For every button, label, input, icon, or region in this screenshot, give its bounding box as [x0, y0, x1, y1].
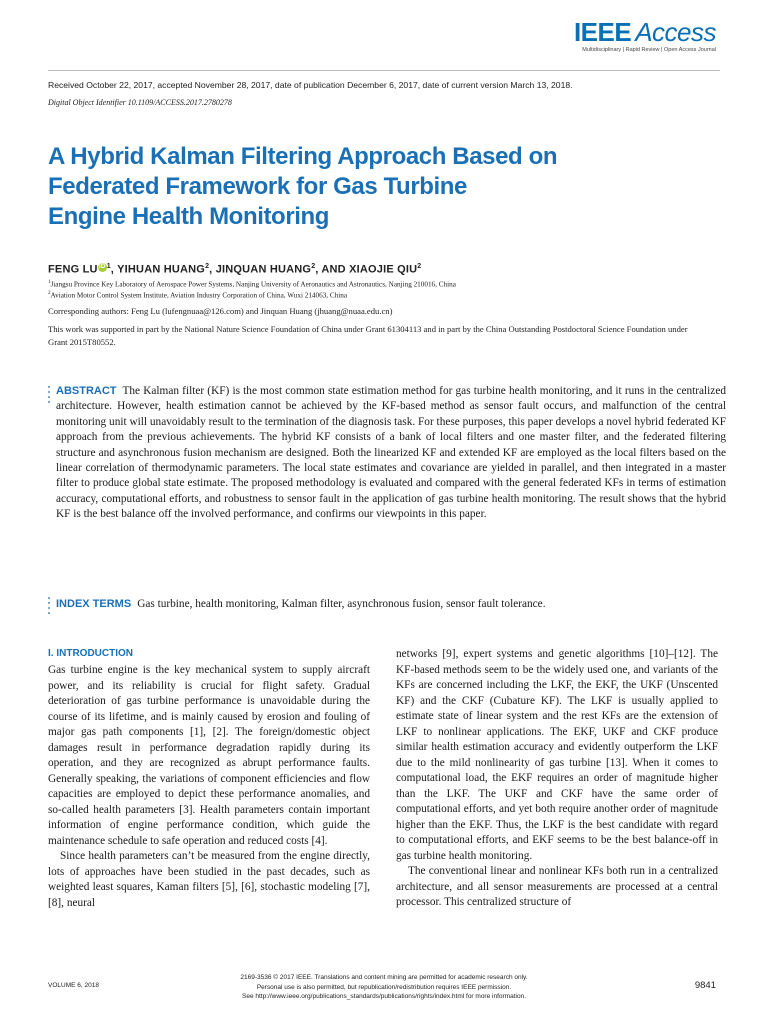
author-affiliation-mark: 2: [205, 263, 210, 270]
affiliation-text: Aviation Motor Control System Institute, Aviation Industry Corporation of China, Wuxi 214063, China: [50, 291, 348, 300]
ieee-access-logo: [574, 18, 716, 53]
funding-note: This work was supported in part by the National Nature Science Foundation of China under Grant 61304113 and in part by the China Outstanding Postdoctoral Science Foundation under Grant 2015T80552.: [48, 324, 688, 347]
author-separator: ,: [110, 263, 118, 276]
index-terms-label: INDEX TERMS: [56, 598, 132, 610]
author-affiliation-mark: 1: [106, 263, 111, 270]
affiliation-text: Jiangsu Province Key Laboratory of Aerospace Power Systems, Nanjing University of Aeronautics and Astronautics, Nanjing 210016, China: [50, 280, 456, 289]
affiliation-1: [48, 280, 456, 288]
title-line: A Hybrid Kalman Filtering Approach Based on: [48, 143, 558, 170]
received-dates: Received October 22, 2017, accepted November 28, 2017, date of publication December 6, 2017, date of current version March 13, 2018.: [48, 80, 573, 90]
affiliation-number: 2: [48, 291, 51, 296]
page-number: 9841: [694, 980, 716, 991]
footer-copyright: [180, 973, 588, 1002]
logo-wordmark: [574, 18, 716, 46]
title-line: Engine Health Monitoring: [48, 203, 330, 230]
logo-access-text: Access: [635, 17, 716, 47]
logo-tagline: Multidisciplinary | Rapid Review | Open Access Journal: [582, 47, 716, 53]
body-column-right: [396, 647, 718, 911]
author-list: [48, 263, 421, 276]
paragraph: The conventional linear and nonlinear KFs both run in a centralized architecture, and all sensor measurements are processed at a central processor. This centralized structure of: [396, 865, 718, 908]
author-name[interactable]: FENG LU: [48, 263, 98, 276]
footer-line: 2169-3536 © 2017 IEEE. Translations and content mining are permitted for academic research only.: [240, 974, 528, 981]
header-rule: [48, 70, 720, 71]
section-heading: I. INTRODUCTION: [48, 648, 133, 659]
affiliation-number: 1: [48, 280, 51, 285]
paragraph: Gas turbine engine is the key mechanical system to supply aircraft power, and its reliability is crucial for flight safety. Gradual deterioration of gas turbine performance is unavoidable during the course of its lifetime, and is mainly caused by erosion and fouling of major gas path components [1], [2]. The foreign/domestic object damages result in performance degradation rapidly during its operation, and they are recognized as abrupt performance faults. Generally speaking, the variations of component efficiencies and flow capacities are employed to depict these performance anomalies, and so-called health parameters [3]. Health parameters contain important information of engine performance condition, which guide the maintenance schedule to safe operation and reduced costs [4].: [48, 664, 370, 847]
author-name[interactable]: JINQUAN HUANG: [215, 263, 312, 276]
author-affiliation-mark: 2: [311, 263, 316, 270]
author-separator: ,: [209, 263, 216, 276]
author-name[interactable]: XIAOJIE QIU: [349, 263, 418, 276]
body-column-left: [48, 663, 370, 911]
index-terms: [56, 597, 736, 612]
affiliation-2: [48, 291, 347, 299]
abstract-marker: [48, 386, 50, 406]
abstract-label: ABSTRACT: [56, 385, 117, 397]
paragraph: networks [9], expert systems and genetic algorithms [10]–[12]. The KF-based methods seem to be the widely used one, and variants of the KFs are concerned including the LKF, the EKF, the UKF (Unscented KF) and the CKF (Cubature KF). The LKF is usually applied to estimate state of linear system and the rest KFs are the extension of LKF to nonlinear applications. The EKF, UKF and CKF produce similar health estimation accuracy and evidently outperform the LKF due to the mild nonlinearity of gas turbine [13]. When it comes to computational load, the EKF requires an order of magnitude higher than the LKF. The UKF and CKF have the same order of computational efforts, and yet both require another order of magnitude higher than the EKF. Thus, the LKF is the best candidate with regard to computational efforts, and EKF seems to be the best balance-off in gas turbine health monitoring.: [396, 648, 718, 862]
title-line: Federated Framework for Gas Turbine: [48, 173, 467, 200]
doi-line: Digital Object Identifier 10.1109/ACCESS.2017.2780278: [48, 98, 232, 107]
author-name[interactable]: YIHUAN HUANG: [117, 263, 206, 276]
paragraph: Since health parameters can’t be measured from the engine directly, lots of approaches have been studied in the past decades, such as weighted least squares, Kaman filters [5], [6], stochastic modeling [7], [8], neural: [48, 850, 370, 909]
abstract: [56, 384, 726, 523]
corresponding-authors: Corresponding authors: Feng Lu (lufengnuaa@126.com) and Jinquan Huang (jhuang@nuaa.edu.cn): [48, 306, 393, 316]
logo-ieee-text: IEEE: [573, 17, 632, 47]
footer-rights-link[interactable]: See http://www.ieee.org/publications_standards/publications/rights/index.html for more information.: [242, 993, 526, 1000]
abstract-text: The Kalman filter (KF) is the most common state estimation method for gas turbine health monitoring, and it runs in the centralized architecture. However, health estimation cannot be achieved by the KF-based method as sensor fault occurs, and malfunction of the central monitoring unit will unavoidably result to the termination of the diagnosis task. For these purposes, this paper develops a novel hybrid federated KF approach from the previous achievements. The hybrid KF consists of a bank of local filters and one master filter, and the federated filtering structure and asynchronous fusion mechanism are designed. Both the linearized KF and extended KF are employed as the local filters based on the linear correlation of thermodynamic parameters. The local state estimates and covariance are yielded in parallel, and then integrated in a master filter to produce global state estimate. The proposed methodology is evaluated and compared with the general federated KFs in terms of estimation accuracy, computational efforts, and robustness to sensor fault in the application of gas turbine health monitoring. The result shows that the hybrid KF is the best balance off the involved performance, and confirms our viewpoints in this paper.: [56, 385, 726, 521]
author-affiliation-mark: 2: [417, 263, 422, 270]
orcid-icon[interactable]: iD: [98, 264, 106, 270]
footer-line: Personal use is also permitted, but republication/redistribution requires IEEE permission.: [256, 983, 512, 991]
index-terms-text: Gas turbine, health monitoring, Kalman filter, asynchronous fusion, sensor fault tolerance.: [137, 598, 546, 610]
paper-title: [48, 142, 688, 232]
index-terms-marker: [48, 597, 50, 617]
footer-volume: VOLUME 6, 2018: [48, 982, 99, 989]
author-separator: , AND: [315, 263, 350, 276]
